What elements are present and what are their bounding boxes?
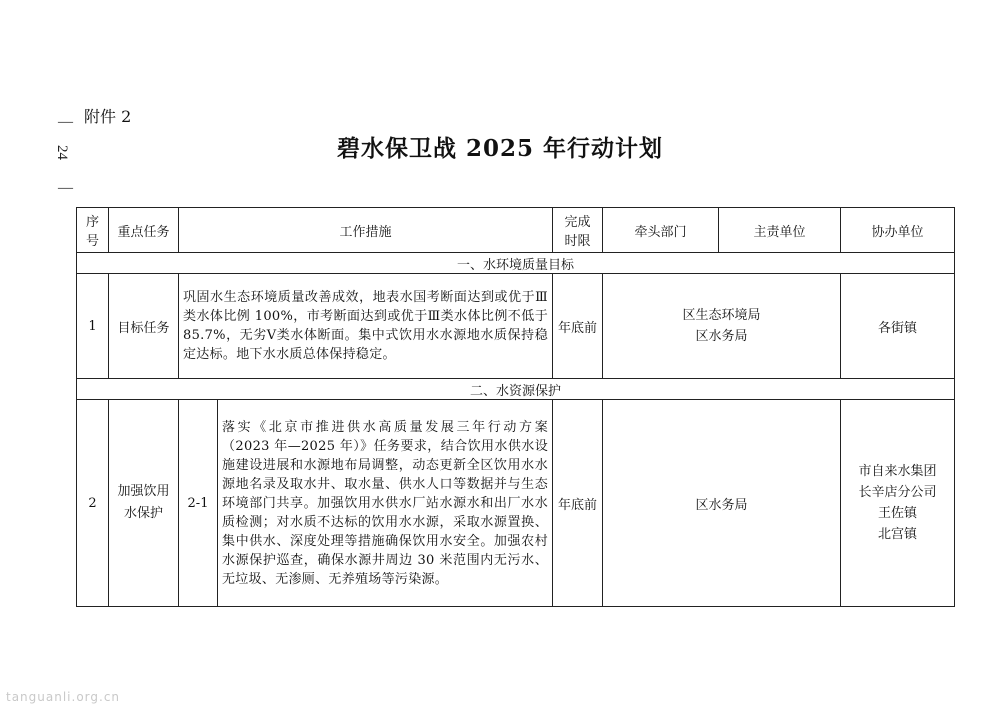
row-assist	[841, 400, 955, 607]
header-task: 重点任务	[109, 208, 179, 253]
section-row	[77, 253, 955, 274]
row-assist: 各街镇	[841, 274, 955, 379]
section-title: 一、水环境质量目标	[77, 253, 955, 274]
header-measures: 工作措施	[179, 208, 553, 253]
row-task: 目标任务	[109, 274, 179, 379]
row-departments: 区水务局	[603, 400, 841, 607]
row-no: 1	[77, 274, 109, 379]
page-number-dash-top: —	[58, 114, 73, 130]
row-deadline: 年底前	[553, 400, 603, 607]
assist-item: 长辛店分公司	[858, 485, 937, 500]
department-item: 区水务局	[695, 329, 748, 344]
header-lead: 牵头部门	[603, 208, 719, 253]
page-number-value: 24	[54, 145, 70, 160]
watermark: tanguanli.org.cn	[6, 690, 121, 704]
row-measures-cell	[179, 400, 553, 607]
document-title: 碧水保卫战 2025 年行动计划	[336, 135, 664, 162]
header-main: 主责单位	[719, 208, 841, 253]
row-no: 2	[77, 400, 109, 607]
row-departments	[603, 274, 841, 379]
table-row	[77, 400, 955, 607]
table-row	[77, 274, 955, 379]
row-sub-no: 2-1	[179, 400, 218, 606]
assist-item: 市自来水集团	[858, 464, 937, 479]
page-number-dash-bottom: —	[58, 180, 73, 196]
department-item: 区生态环境局	[682, 308, 761, 323]
header-no: 序 号	[77, 208, 109, 253]
action-plan-table	[76, 207, 955, 607]
row-deadline: 年底前	[553, 274, 603, 379]
attachment-label: 附件 2	[84, 107, 132, 126]
row-measures: 巩固水生态环境质量改善成效，地表水国考断面达到或优于Ⅲ类水体比例 100%，市考断面达到或优于Ⅲ类水体比例不低于 85.7%，无劣Ⅴ类水体断面。集中式饮用水水源地水质保持稳定达标。地下水水质总体保持稳定。	[179, 274, 553, 379]
assist-item: 北宫镇	[877, 527, 917, 542]
section-row	[77, 379, 955, 400]
header-deadline: 完成 时限	[553, 208, 603, 253]
assist-item: 王佐镇	[877, 506, 917, 521]
row-task: 加强饮用水保护	[109, 400, 179, 607]
section-title: 二、水资源保护	[77, 379, 955, 400]
row-measures: 落实《北京市推进供水高质量发展三年行动方案（2023 年—2025 年）》任务要求，结合饮用水供水设施建设进展和水源地布局调整，动态更新全区饮用水水源地名录及取水井、取水量、供水人口等数据并与生态环境部门共享。加强饮用水供水厂站水源水和出厂水水质检测；对水质不达标的饮用水水源，采取水源置换、集中供水、深度处理等措施确保饮用水安全。加强农村水源保护巡查，确保水源井周边 30 米范围内无污水、无垃圾、无渗厕、无养殖场等污染源。	[222, 419, 548, 587]
header-assist: 协办单位	[841, 208, 955, 253]
table-header-row	[77, 208, 955, 253]
